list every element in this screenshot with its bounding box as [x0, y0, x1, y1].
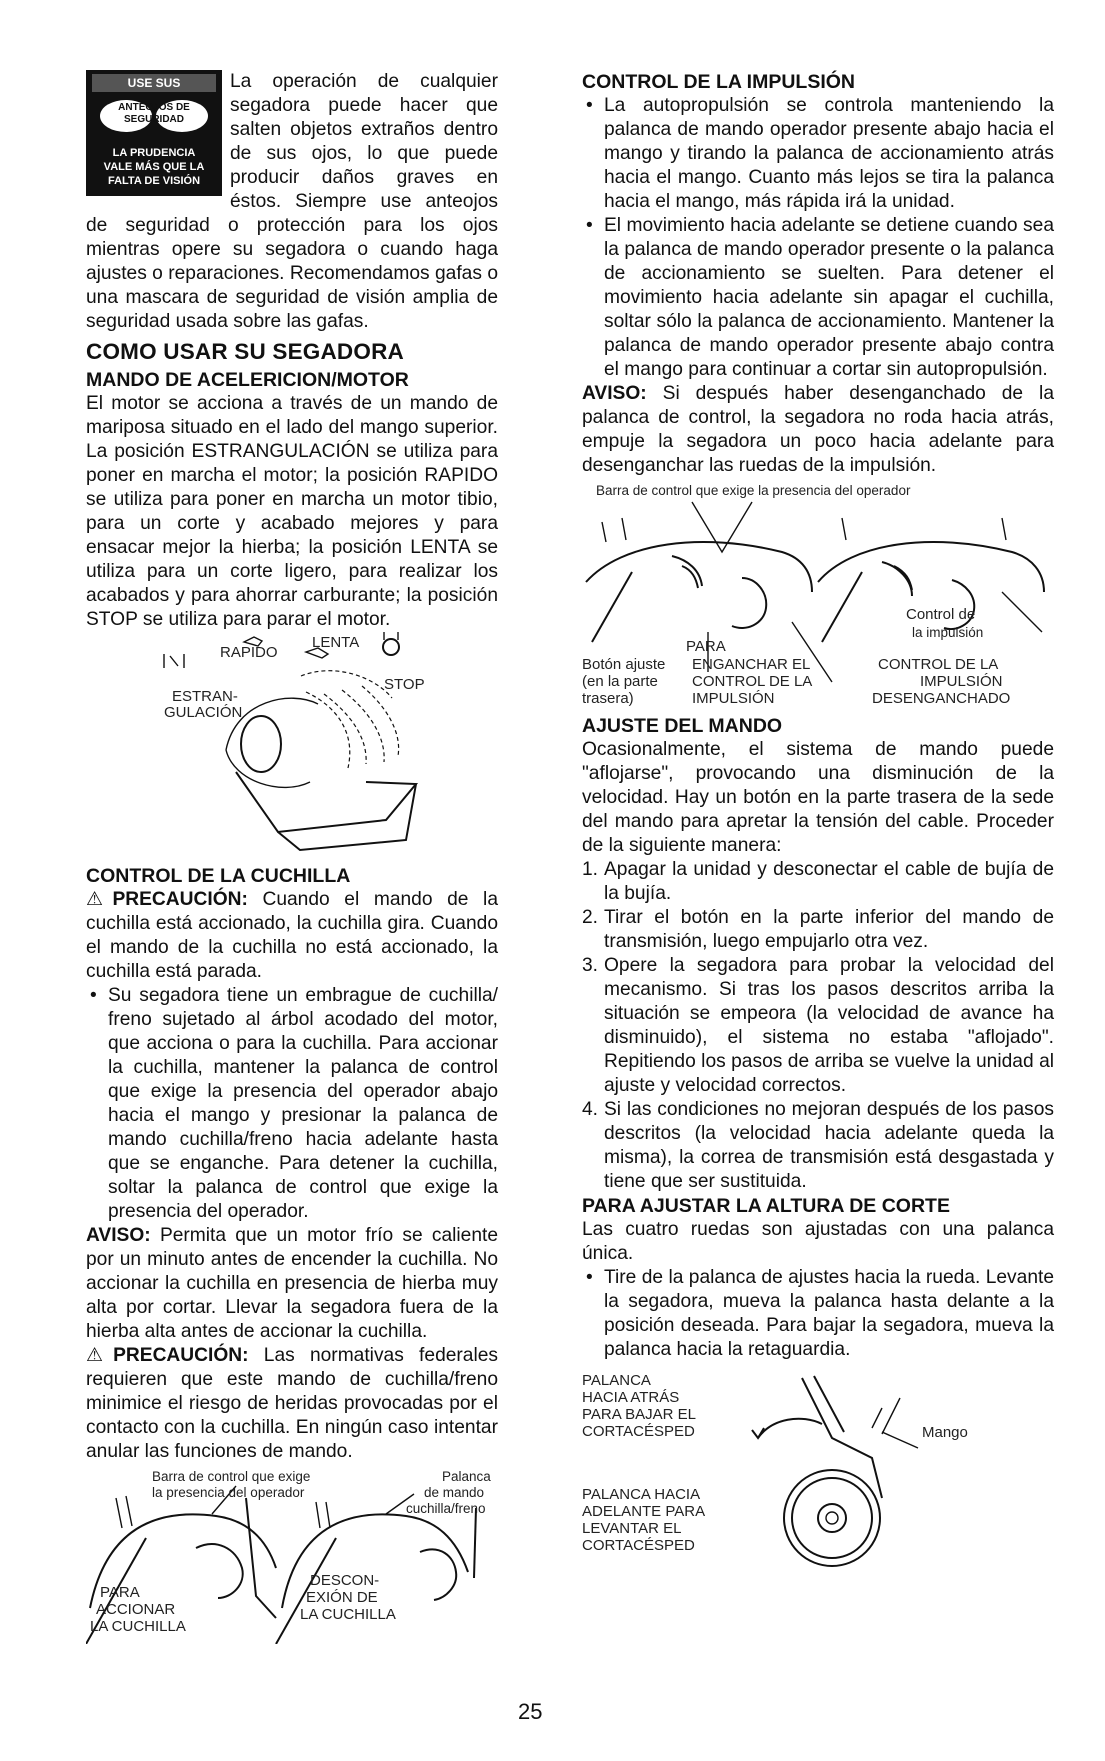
- wheel-atras4-label: CORTACÉSPED: [582, 1423, 695, 1440]
- cuchilla-bullet: • Su segadora tiene un embrague de cuchilla/ freno sujetado al árbol acodado del motor, que acciona o para la cuchilla. Para accionar la cuchilla, mantener la palanca de control que exige la presencia del operador abajo hacia el mango y presionar la palanca de mando cuchilla/freno hacia adelante hasta que se enganche. Para detener la cuchilla, soltar la palanca de control que exige la presencia del operador.: [86, 984, 498, 1224]
- warning-triangle-icon: ⚠: [86, 889, 113, 910]
- left-column: [86, 70, 498, 1644]
- page-number: 25: [518, 1699, 543, 1724]
- ajuste-title: AJUSTE DEL MANDO: [582, 715, 783, 737]
- throttle-gulacion-label: GULACIÓN: [164, 704, 243, 721]
- section-title: COMO USAR SU SEGADORA: [86, 339, 404, 364]
- wheel-mango-label: Mango: [922, 1424, 968, 1441]
- warning-icon-line1: USE SUS: [127, 76, 181, 90]
- blade-barra2-label: la presencia del operador: [152, 1485, 305, 1500]
- blade-control-figure: [86, 1468, 498, 1644]
- mando-title: MANDO DE ACELERICION/MOTOR: [86, 369, 409, 391]
- drive-eng2-label: CONTROL DE LA: [692, 673, 813, 690]
- altura-bullet: • Tire de la palanca de ajustes hacia la rueda. Levante la segadora, mueva la palanca hasta delante a la posición deseada. Para bajar la segadora, mueva la palanca hacia la retaguardia.: [582, 1266, 1054, 1362]
- precaucion2-text: Las normativas federales requieren que este mando de cuchilla/freno minimice el riesgo de heridas provocadas por el contacto con la cuchilla. En ningún caso intentar anular las funciones de mando.: [86, 1345, 498, 1462]
- throttle-rapido-label: RAPIDO: [220, 644, 278, 661]
- wheel-del3-label: LEVANTAR EL: [582, 1520, 682, 1537]
- drive-boton1-label: Botón ajuste: [582, 656, 666, 673]
- blade-para-label: PARA: [100, 1584, 140, 1601]
- blade-palanca2-label: de mando: [424, 1485, 485, 1500]
- warning-icon-line6: FALTA DE VISIÓN: [107, 175, 201, 187]
- drive-eng3-label: IMPULSIÓN: [692, 690, 775, 707]
- impulsion-title: CONTROL DE LA IMPULSIÓN: [582, 71, 855, 93]
- right-column: [582, 70, 1054, 1568]
- drive-boton3-label: trasera): [582, 690, 634, 707]
- drive-control-figure: [582, 482, 1054, 714]
- wheel-height-figure: [582, 1368, 1054, 1568]
- warning-icon-line5: VALE MÁS QUE LA: [103, 161, 205, 173]
- aviso-text: Permita que un motor frío se caliente por un minuto antes de encender la cuchilla. No accionar la cuchilla en presencia de hierba muy alta por cortar. Llevar la segadora fuera de la hierba alta antes de accionar la cuchilla.: [86, 1225, 498, 1342]
- warning-icon-line3: SEGURIDAD: [123, 114, 185, 125]
- warning-icon-line4: LA PRUDENCIA: [112, 147, 196, 159]
- throttle-lenta-label: LENTA: [312, 634, 360, 651]
- right-aviso-label: AVISO:: [582, 383, 647, 404]
- drive-control2-label: la impulsión: [912, 625, 984, 640]
- impulsion-bullet-1: • La autopropulsión se controla manteniendo la palanca de mando operador presente abajo hacia el mango y tirando la palanca de accionamiento atrás hacia el mango. Cuanto más lejos se tira la palanca hacia el mango, más rápida irá la unidad.: [582, 94, 1054, 214]
- drive-eng1-label: ENGANCHAR EL: [692, 656, 811, 673]
- wheel-atras1-label: PALANCA: [582, 1372, 651, 1389]
- drive-boton2-label: (en la parte: [582, 673, 658, 690]
- drive-ctl1-label: CONTROL DE LA: [878, 656, 999, 673]
- intro-paragraph: La operación de cualquier segadora puede hacer que salten objetos extraños dentro de sus ojos, lo que puede producir daños graves en éstos. Siempre use anteojos de seguridad o protección para los ojos mientras opere su segadora o cuando haga ajustes o reparaciones. Recomendamos gafas o una mascara de seguridad de visión amplia de seguridad usada sobre las gafas.: [86, 71, 498, 332]
- aviso-label: AVISO:: [86, 1225, 151, 1246]
- precaucion-text: Cuando el mando de la cuchilla está accionado, la cuchilla gira. Cuando el mando de la cuchilla no está accionado, la cuchilla está parada.: [86, 889, 498, 982]
- blade-lacuchilla-label: LA CUCHILLA: [90, 1618, 186, 1635]
- warning-icon-line2: ANTEOJOS DE: [118, 102, 190, 113]
- ajuste-step-4: 4. Si las condiciones no mejoran después de los pasos descritos (la velocidad hacia adelante queda la misma), la correa de transmisión está desgastada y tiene que ser sustituida.: [582, 1099, 1054, 1192]
- right-aviso-text: Si después haber desenganchado de la palanca de control, la segadora no roda hacia atrás, empuje la segadora un poco hacia adelante para desenganchar las ruedas de la impulsión.: [582, 383, 1054, 476]
- ajuste-paragraph: Ocasionalmente, el sistema de mando puede "aflojarse", provocando una disminución de la velocidad. Hay un botón en la parte trasera de la sede del mando para apretar la tensión del cable. Proceder de la siguiente manera:: [582, 739, 1054, 856]
- mando-paragraph: El motor se acciona a través de un mando de mariposa situado en el lado del mango superior. La posición ESTRANGULACIÓN se utiliza para poner en marcha el motor; la posición RAPIDO se utiliza para poner en marcha un motor tibio, para un corte y acabado mejores y para ensacar mejor la hierba; la posición LENTA se utiliza para un corte ligero, para realizar los acabados y para ahorrar carburante; la posición STOP se utiliza para parar el motor.: [86, 393, 498, 630]
- blade-palanca1-label: Palanca: [442, 1469, 491, 1484]
- warning-triangle-icon: ⚠: [86, 1345, 114, 1366]
- safety-glasses-warning-icon: [86, 70, 222, 196]
- blade-palanca3-label: cuchilla/freno: [406, 1501, 486, 1516]
- altura-paragraph: Las cuatro ruedas son ajustadas con una palanca única.: [582, 1219, 1054, 1264]
- precaucion2-label: PRECAUCIÓN:: [113, 1345, 249, 1366]
- wheel-del2-label: ADELANTE PARA: [582, 1503, 706, 1520]
- ajuste-step-2: 2. Tirar el botón en la parte inferior del mando de transmisión, luego empujarlo otra vez.: [582, 907, 1054, 952]
- blade-accionar-label: ACCIONAR: [96, 1601, 176, 1618]
- blade-lacuchilla2-label: LA CUCHILLA: [300, 1606, 396, 1623]
- drive-caption: Barra de control que exige la presencia del operador: [596, 483, 911, 498]
- throttle-figure: [86, 632, 498, 864]
- drive-control1-label: Control de: [906, 606, 976, 623]
- ajuste-step-1: 1. Apagar la unidad y desconectar el cable de bujía de la bujía.: [582, 859, 1054, 904]
- blade-barra1-label: Barra de control que exige: [152, 1469, 311, 1484]
- drive-para-label: PARA: [686, 638, 726, 655]
- throttle-estran-label: ESTRAN-: [172, 688, 238, 705]
- wheel-del1-label: PALANCA HACIA: [582, 1486, 701, 1503]
- cuchilla-title: CONTROL DE LA CUCHILLA: [86, 865, 351, 887]
- ajuste-step-3: 3. Opere la segadora para probar la velocidad del mecanismo. Si tras los pasos descritos arriba la situación se empeora (la velocidad de avance ha disminuido), el sistema no estaba "aflojado". Repitiendo los pasos de arriba se vuelve la unidad al ajuste y velocidad correctos.: [582, 955, 1054, 1096]
- wheel-del4-label: CORTACÉSPED: [582, 1537, 695, 1554]
- throttle-stop-label: STOP: [384, 676, 425, 693]
- altura-title: PARA AJUSTAR LA ALTURA DE CORTE: [582, 1195, 950, 1217]
- blade-descon-label: DESCON-: [310, 1572, 380, 1589]
- wheel-atras3-label: PARA BAJAR EL: [582, 1406, 696, 1423]
- drive-ctl3-label: DESENGANCHADO: [872, 690, 1011, 707]
- precaucion-label: PRECAUCIÓN:: [112, 889, 248, 910]
- impulsion-bullet-2: • El movimiento hacia adelante se detiene cuando sea la palanca de mando operador presente o la palanca de accionamiento se suelten. Para detener el movimiento hacia adelante sin apagar el cuchilla, soltar sólo la palanca de accionamiento. Mantener la palanca de mando operador presente abajo contra el mango para continuar a cortar sin autopropulsión.: [582, 214, 1054, 382]
- drive-ctl2-label: IMPULSIÓN: [920, 673, 1003, 690]
- wheel-atras2-label: HACIA ATRÁS: [582, 1389, 680, 1406]
- blade-exion-label: EXIÓN DE: [306, 1589, 378, 1606]
